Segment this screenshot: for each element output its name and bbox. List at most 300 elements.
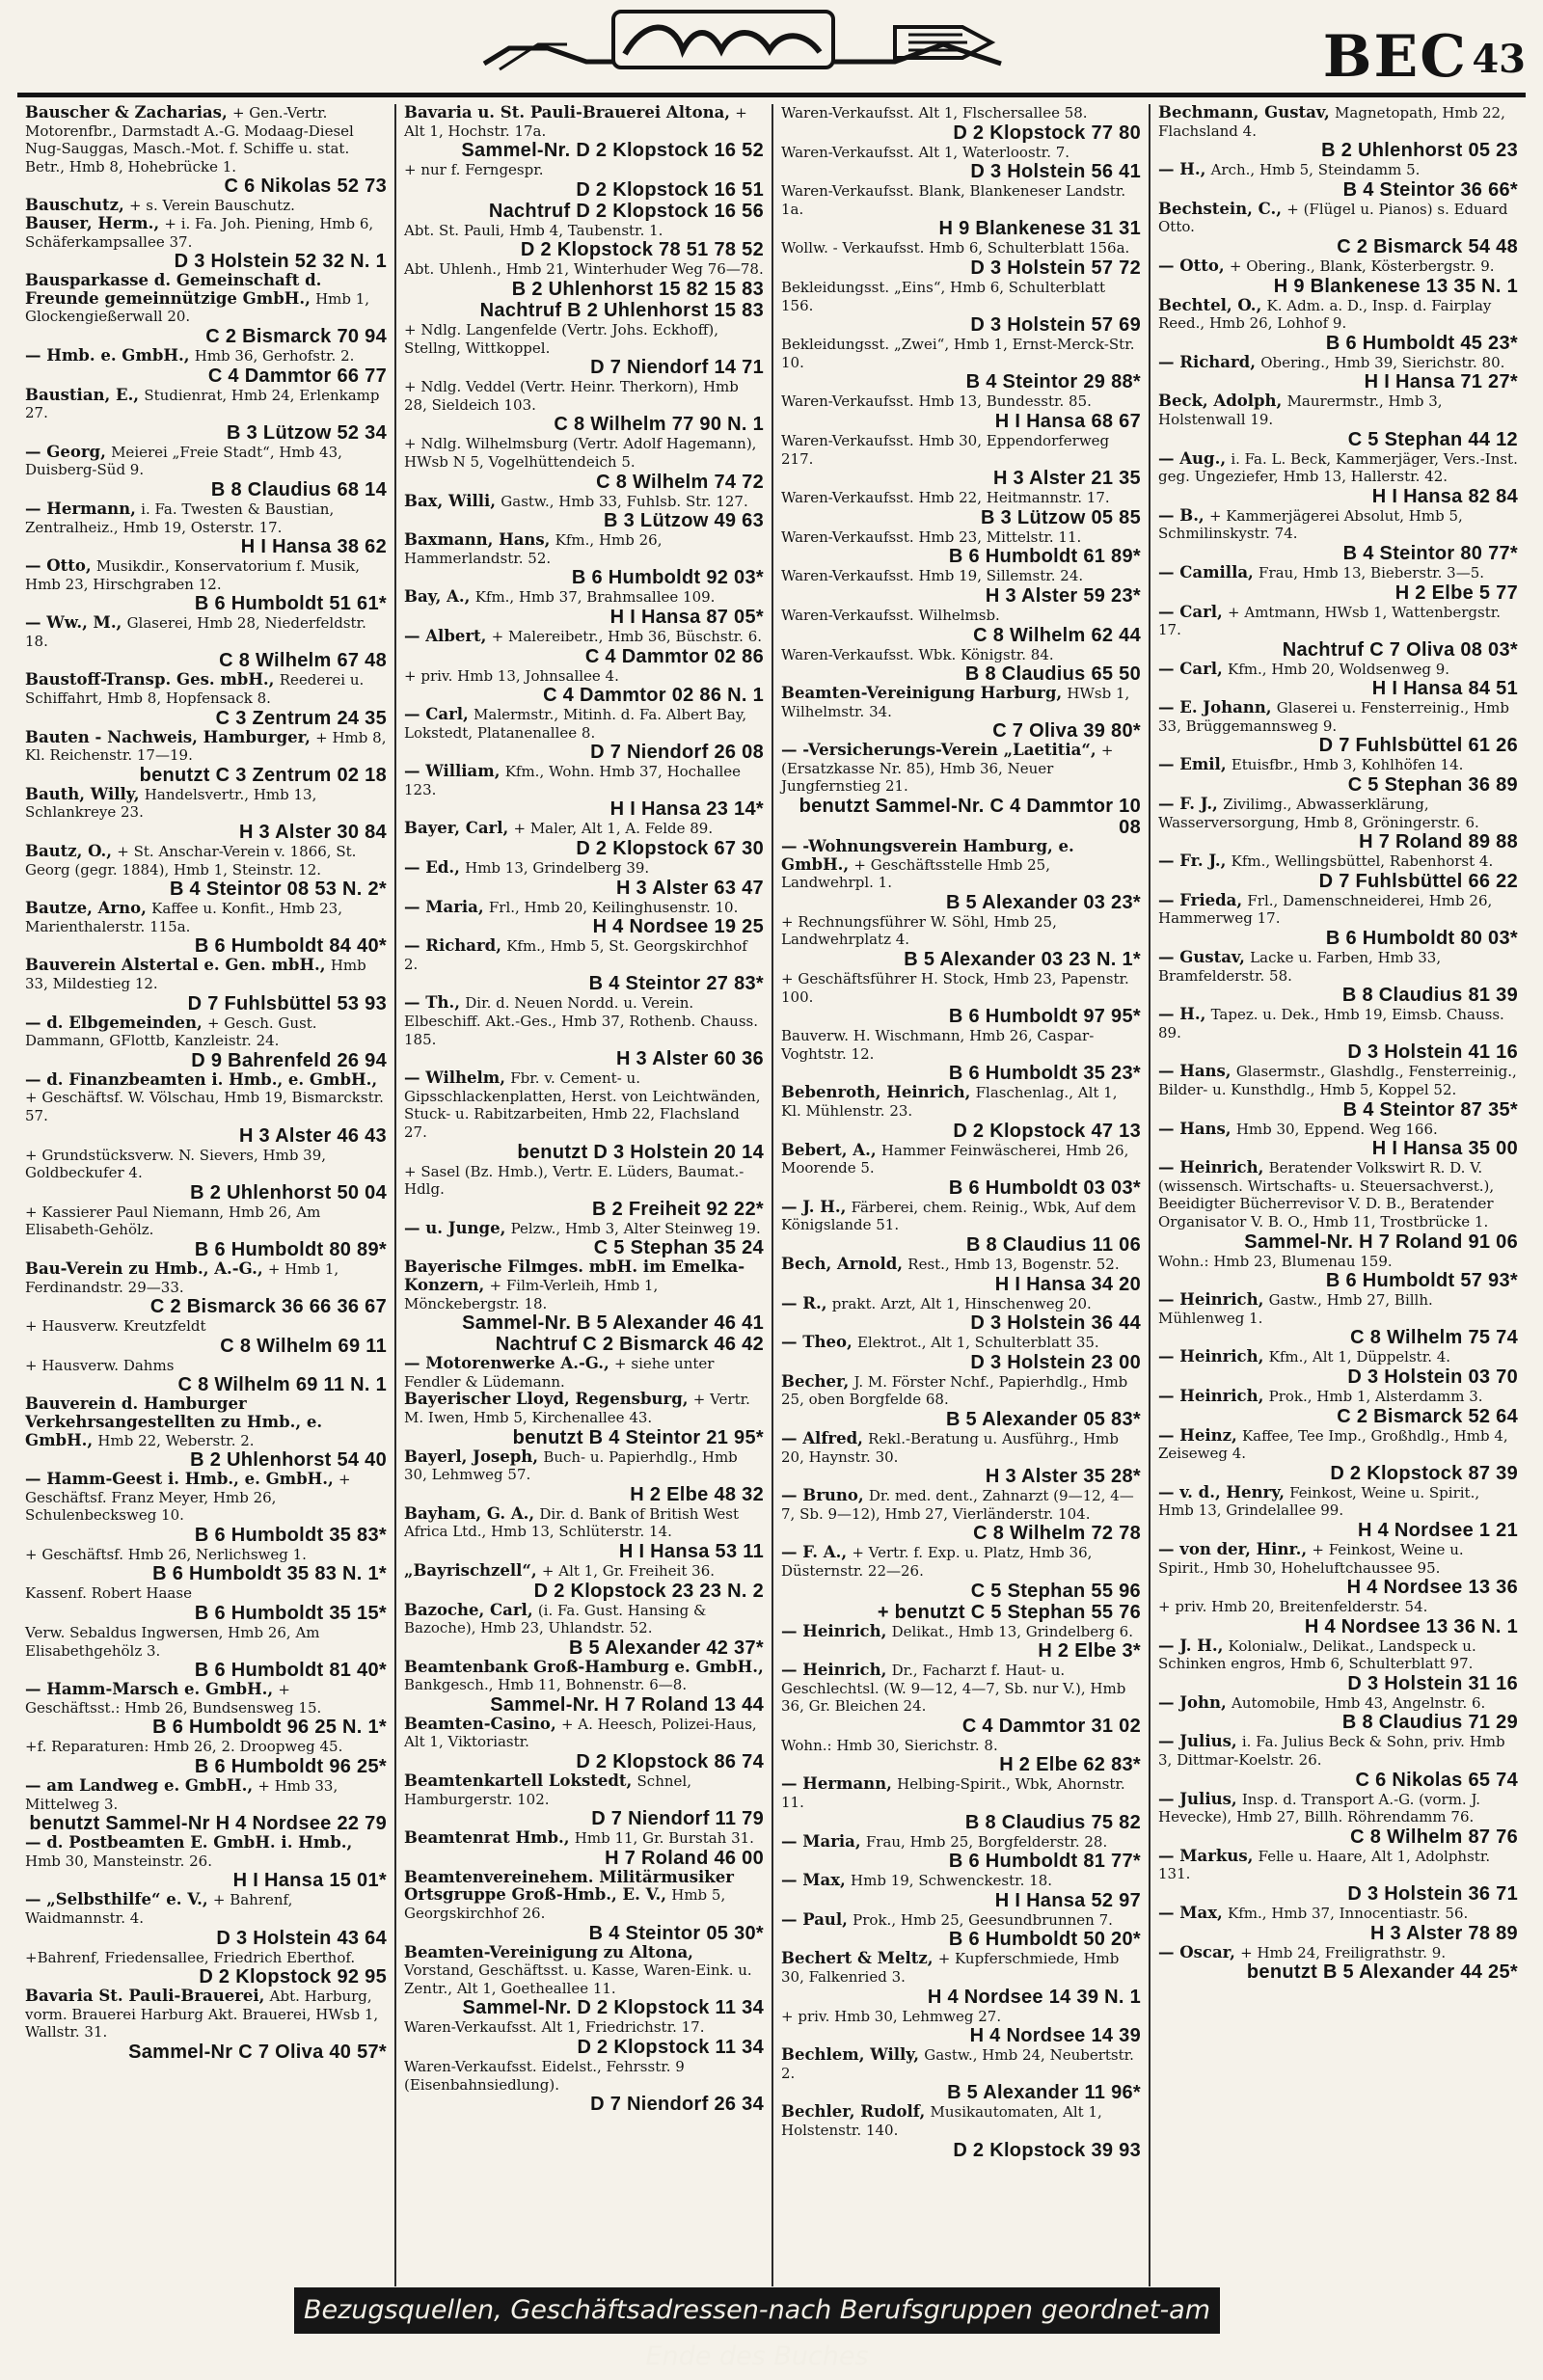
directory-entry bbox=[404, 859, 764, 899]
entry-details: + Maler, Alt 1, A. Felde 89. bbox=[513, 820, 714, 838]
directory-entry bbox=[781, 1950, 1141, 2007]
phone-number: benutzt C 3 Zentrum 02 18 bbox=[139, 764, 387, 786]
phone-number: C 8 Wilhelm 62 44 bbox=[973, 624, 1141, 646]
directory-entry bbox=[404, 763, 764, 820]
entry-details: +f. Reparaturen: Hmb 26, 2. Droopweg 45. bbox=[25, 1738, 343, 1756]
phone-number: B 5 Alexander 03 23 N. 1* bbox=[904, 949, 1141, 971]
entry-details: prakt. Arzt, Alt 1, Hinschenweg 20. bbox=[831, 1294, 1092, 1312]
header-rule bbox=[17, 93, 1526, 97]
phone-number: H 3 Alster 30 84 bbox=[238, 822, 387, 844]
directory-entry bbox=[781, 913, 1141, 970]
entry-name: Bechmann, Gustav, bbox=[1158, 104, 1330, 122]
phone-number: H 3 Alster 21 35 bbox=[992, 468, 1141, 490]
directory-entry bbox=[781, 2008, 1141, 2047]
directory-entry bbox=[404, 994, 764, 1069]
phone-number: H 2 Elbe 48 32 bbox=[630, 1483, 764, 1505]
directory-entry bbox=[781, 104, 1141, 144]
entry-name: — Heinrich, bbox=[781, 1661, 887, 1680]
entry-name: Bauschutz, bbox=[25, 196, 124, 215]
phone-number: Nachtruf B 2 Uhlenhorst 15 83 bbox=[479, 299, 764, 321]
entry-details: Waren-Verkaufsst. Hmb 30, Eppendorferweg 217. bbox=[781, 431, 1110, 468]
phone-number: B 6 Humboldt 92 03* bbox=[571, 567, 764, 589]
entry-details: Hmb 33, Mildestieg 12. bbox=[25, 957, 366, 992]
entry-details: Bauverw. H. Wischmann, Hmb 26, Caspar-Voghtstr. 12. bbox=[781, 1027, 1095, 1063]
entry-details: Studienrat, Hmb 24, Erlenkamp 27. bbox=[25, 386, 380, 422]
directory-entry bbox=[25, 1395, 387, 1471]
phone-number: H I Hansa 71 27* bbox=[1364, 371, 1518, 393]
phone-number: C 5 Stephan 55 96 bbox=[970, 1580, 1141, 1602]
entry-details: Prok., Hmb 25, Geesundbrunnen 7. bbox=[853, 1910, 1113, 1929]
entry-name: — am Landweg e. GmbH., bbox=[25, 1776, 254, 1796]
entry-details: + Hausverw. Kreutzfeldt bbox=[25, 1317, 206, 1336]
phone-number: H 3 Alster 46 43 bbox=[238, 1124, 387, 1147]
phone-number: C 5 Stephan 44 12 bbox=[1347, 428, 1518, 450]
directory-entry bbox=[1158, 661, 1518, 700]
entry-details: + Rechnungsführer W. Söhl, Hmb 25, Landwehrplatz 4. bbox=[781, 912, 1057, 949]
directory-entry bbox=[1158, 1848, 1518, 1905]
entry-details: Elektrot., Alt 1, Schulterblatt 35. bbox=[857, 1334, 1099, 1352]
phone-number: H 9 Blankenese 13 35 N. 1 bbox=[1273, 275, 1518, 297]
entry-name: — d. Elbgemeinden, bbox=[25, 1013, 203, 1032]
entry-details: Hmb 30, Eppend. Weg 166. bbox=[1235, 1120, 1438, 1138]
entry-details: + Film-Verleih, Hmb 1, Mönckebergstr. 18. bbox=[404, 1276, 659, 1312]
entry-name: Bau-Verein zu Hmb., A.-G., bbox=[25, 1258, 263, 1278]
entry-details: + Geschäftsf. Franz Meyer, Hmb 26, Schulenbecksweg 10. bbox=[25, 1471, 351, 1525]
directory-entry bbox=[404, 2058, 764, 2115]
directory-entry bbox=[404, 706, 764, 763]
entry-details: Bekleidungsst. „Eins“, Hmb 6, Schulterblatt 156. bbox=[781, 278, 1106, 314]
phone-number: H 4 Nordsee 19 25 bbox=[592, 916, 764, 938]
entry-name: — Ww., M., bbox=[25, 613, 122, 633]
phone-number: B 6 Humboldt 96 25 N. 1* bbox=[152, 1717, 387, 1739]
entry-details: Färberei, chem. Reinig., Wbk, Auf dem Königslande 51. bbox=[781, 1198, 1137, 1234]
entry-details: + Sasel (Bz. Hmb.), Vertr. E. Lüders, Baumat.-Hdlg. bbox=[404, 1162, 744, 1199]
directory-entry bbox=[1158, 1733, 1518, 1790]
phone-number: D 3 Holstein 36 71 bbox=[1347, 1883, 1518, 1906]
phone-number: H 4 Nordsee 14 39 bbox=[969, 2025, 1141, 2047]
entry-name: — Heinrich, bbox=[1158, 1347, 1264, 1366]
directory-entry bbox=[404, 1505, 764, 1562]
entry-details: Waren-Verkaufsst. Hmb 19, Sillemstr. 24. bbox=[781, 567, 1084, 585]
phone-number: D 2 Klopstock 77 80 bbox=[953, 122, 1141, 144]
entry-details: Gastw., Hmb 27, Billh. Mühlenweg 1. bbox=[1158, 1291, 1433, 1327]
entry-details: Waren-Verkaufsst. Hmb 13, Bundesstr. 85. bbox=[781, 392, 1092, 411]
entry-name: — E. Johann, bbox=[1158, 698, 1272, 717]
directory-entry bbox=[1158, 392, 1518, 449]
entry-details: Waren-Verkaufsst. Alt 1, Waterloostr. 7. bbox=[781, 143, 1070, 161]
directory-entry bbox=[25, 557, 387, 614]
entry-name: Bebert, A., bbox=[781, 1140, 877, 1159]
entry-name: — Motorenwerke A.-G., bbox=[404, 1354, 609, 1373]
entry-name: — Emil, bbox=[1158, 755, 1227, 774]
entry-details: Vorstand, Geschäftsst. u. Kasse, Waren-Eink. u. Zentr., Alt 1, Goetheallee 11. bbox=[404, 1961, 752, 1997]
directory-entry bbox=[25, 347, 387, 387]
phone-number: B 5 Alexander 42 37* bbox=[568, 1636, 764, 1659]
entry-details: + Kassierer Paul Niemann, Hmb 26, Am Elisabeth-Gehölz. bbox=[25, 1203, 321, 1239]
entry-details: Helbing-Spirit., Wbk, Ahornstr. 11. bbox=[781, 1775, 1125, 1812]
entry-name: — Hans, bbox=[1158, 1062, 1232, 1081]
entry-details: Bekleidungsst. „Zwei“, Hmb 1, Ernst-Merck-Str. 10. bbox=[781, 336, 1135, 371]
entry-name: Bay, A., bbox=[404, 587, 471, 607]
phone-number: D 7 Fuhlsbüttel 53 93 bbox=[187, 992, 387, 1014]
entry-details: + priv. Hmb 20, Breitenfelderstr. 54. bbox=[1158, 1598, 1428, 1616]
directory-entry bbox=[404, 1602, 764, 1659]
entry-details: + Obering., Blank, Kösterbergstr. 9. bbox=[1229, 257, 1495, 275]
phone-number: + benutzt C 5 Stephan 55 76 bbox=[877, 1601, 1141, 1623]
phone-number: B 8 Claudius 71 29 bbox=[1341, 1712, 1518, 1734]
directory-entry bbox=[781, 1256, 1141, 1295]
entry-details: Kassenf. Robert Haase bbox=[25, 1584, 192, 1603]
entry-details: Automobile, Hmb 43, Angelnstr. 6. bbox=[1232, 1693, 1486, 1712]
entry-name: — J. H., bbox=[781, 1197, 847, 1216]
column-3 bbox=[772, 104, 1149, 2286]
entry-details: Buch- u. Papierhdlg., Hmb 30, Lehmweg 57. bbox=[404, 1447, 738, 1484]
entry-name: — Richard, bbox=[1158, 352, 1256, 371]
entry-name: — Maria, bbox=[781, 1831, 861, 1851]
entry-name: — -Wohnungsverein Hamburg, e. GmbH., bbox=[781, 837, 1074, 874]
directory-entry bbox=[25, 104, 387, 197]
phone-number: benutzt B 4 Steintor 21 95* bbox=[512, 1426, 764, 1448]
phone-number: C 8 Wilhelm 74 72 bbox=[596, 471, 764, 493]
entry-details: + Geschäftsf. Hmb 26, Nerlichsweg 1. bbox=[25, 1545, 307, 1563]
entry-details: Glaserei, Hmb 28, Niederfeldstr. 18. bbox=[25, 614, 366, 650]
entry-name: — Georg, bbox=[25, 442, 106, 461]
directory-entry bbox=[781, 1334, 1141, 1373]
entry-details: + Feinkost, Weine u. Spirit., Hmb 30, Hoheluftchaussee 95. bbox=[1158, 1540, 1464, 1577]
phone-number: H I Hansa 68 67 bbox=[994, 410, 1141, 432]
directory-entry bbox=[781, 1623, 1141, 1663]
directory-entry bbox=[781, 1662, 1141, 1737]
entry-name: Bazoche, Carl, bbox=[404, 1600, 533, 1619]
directory-entry bbox=[404, 1659, 764, 1716]
entry-details: Dr. med. dent., Zahnarzt (9—12, 4—7, Sb. 9—12), Hmb 27, Vierländerstr. 104. bbox=[781, 1487, 1134, 1523]
entry-details: Rekl.-Beratung u. Ausführg., Hmb 20, Haynstr. 30. bbox=[781, 1429, 1120, 1466]
entry-name: Bax, Willi, bbox=[404, 491, 497, 510]
entry-name: Bauverein d. Hamburger Verkehrsangestellten zu Hmb., e. GmbH., bbox=[25, 1394, 323, 1449]
phone-number: C 8 Wilhelm 67 48 bbox=[219, 650, 387, 672]
entry-details: Obering., Hmb 39, Sierichstr. 80. bbox=[1260, 353, 1505, 371]
entry-name: — Heinrich, bbox=[1158, 1158, 1264, 1177]
entry-details: Gastw., Hmb 24, Neubertstr. 2. bbox=[781, 2046, 1134, 2082]
directory-entry bbox=[1158, 161, 1518, 201]
phone-number: D 2 Klopstock 11 34 bbox=[577, 2037, 764, 2058]
entry-name: Baxmann, Hans, bbox=[404, 530, 551, 550]
entry-details: Musikautomaten, Alt 1, Holstenstr. 140. bbox=[781, 2103, 1102, 2139]
directory-entry bbox=[781, 1544, 1141, 1622]
phone-number: B 6 Humboldt 35 15* bbox=[194, 1603, 387, 1625]
directory-entry bbox=[25, 1471, 387, 1546]
phone-number: B 3 Lützow 52 34 bbox=[227, 421, 387, 444]
entry-name: Bauverein Alstertal e. Gen. mbH., bbox=[25, 956, 326, 975]
entry-name: Bauser, Herm., bbox=[25, 213, 160, 232]
phone-number: B 8 Claudius 11 06 bbox=[965, 1233, 1141, 1256]
directory-entry bbox=[25, 957, 387, 1014]
directory-entry bbox=[781, 646, 1141, 686]
phone-number: Sammel-Nr. H 7 Roland 13 44 bbox=[490, 1693, 764, 1716]
phone-number: benutzt Sammel-Nr. C 4 Dammtor 10 08 bbox=[799, 796, 1141, 839]
phone-number: B 6 Humboldt 81 40* bbox=[194, 1660, 387, 1682]
entry-details: Glasermstr., Glashdlg., Fensterreinig., Bilder- u. Kunsthdlg., Hmb 5, Koppel 52. bbox=[1158, 1063, 1517, 1098]
entry-name: Bausparkasse d. Gemeinschaft d. Freunde gemeinnützige GmbH., bbox=[25, 271, 322, 308]
footer-banner: Bezugsquellen, Geschäftsadressen-nach Berufsgruppen geordnet-am Ende des Buches bbox=[294, 2287, 1220, 2334]
directory-entry bbox=[1158, 1388, 1518, 1427]
directory-entry bbox=[1158, 1253, 1518, 1292]
entry-details: Feinkost, Weine u. Spirit., Hmb 13, Grindelallee 99. bbox=[1158, 1483, 1480, 1520]
entry-name: — F. J., bbox=[1158, 795, 1218, 814]
phone-number: C 8 Wilhelm 69 11 bbox=[220, 1335, 387, 1357]
page-number: 43 bbox=[1472, 37, 1526, 82]
entry-details: Hmb 36, Gerhofstr. 2. bbox=[194, 346, 355, 365]
entry-details: + siehe unter Fendler & Lüdemann. bbox=[404, 1355, 715, 1391]
entry-name: — Heinrich, bbox=[781, 1621, 887, 1640]
directory-entry bbox=[1158, 604, 1518, 661]
entry-details: + Bahrenf, Waidmannstr. 4. bbox=[25, 1891, 293, 1927]
directory-entry bbox=[404, 588, 764, 628]
phone-number: H I Hansa 35 00 bbox=[1371, 1138, 1518, 1160]
entry-details: Felle u. Haare, Alt 1, Adolphstr. 131. bbox=[1158, 1847, 1491, 1883]
phone-number: C 2 Bismarck 36 66 36 67 bbox=[149, 1296, 387, 1318]
directory-entry bbox=[25, 1147, 387, 1204]
entry-name: Bauten - Nachweis, Hamburger, bbox=[25, 727, 311, 746]
phone-number: benutzt D 3 Holstein 20 14 bbox=[517, 1141, 764, 1163]
entry-details: + priv. Hmb 30, Lehmweg 27. bbox=[781, 2007, 1002, 2025]
phone-number: H 2 Elbe 3* bbox=[1038, 1640, 1141, 1663]
phone-number: H I Hansa 23 14* bbox=[609, 798, 764, 821]
entry-name: Bayham, G. A., bbox=[404, 1503, 535, 1523]
directory-entry bbox=[781, 1199, 1141, 1256]
entry-details: + Geschäftsstelle Hmb 25, Landwehrpl. 1. bbox=[781, 855, 1050, 892]
entry-details: + Ndlg. Wilhelmsburg (Vertr. Adolf Hagemann), HWsb N 5, Vogelhüttendeich 5. bbox=[404, 435, 757, 471]
directory-entry bbox=[781, 1833, 1141, 1873]
entry-details: Abt. Harburg, vorm. Brauerei Harburg Akt. Brauerei, HWsb 1, Wallstr. 31. bbox=[25, 1988, 379, 2042]
entry-name: — H., bbox=[1158, 160, 1206, 179]
entry-details: Maurermstr., Hmb 3, Holstenwall 19. bbox=[1158, 392, 1443, 428]
phone-number: B 4 Steintor 87 35* bbox=[1342, 1098, 1518, 1121]
entry-name: — Th., bbox=[404, 993, 461, 1013]
directory-entry bbox=[781, 1737, 1141, 1776]
entry-name: Beck, Adolph, bbox=[1158, 392, 1283, 411]
phone-number: B 4 Steintor 08 53 N. 2* bbox=[169, 879, 387, 901]
entry-name: — Carl, bbox=[404, 705, 469, 724]
phone-number: B 6 Humboldt 50 20* bbox=[948, 1929, 1141, 1951]
directory-entry bbox=[25, 1834, 387, 1891]
phone-number: C 8 Wilhelm 69 11 N. 1 bbox=[177, 1374, 387, 1396]
entry-name: — Otto, bbox=[25, 556, 92, 576]
entry-name: Bechstein, C., bbox=[1158, 199, 1282, 218]
directory-entry bbox=[1158, 1348, 1518, 1388]
entry-details: Arch., Hmb 5, Steindamm 5. bbox=[1210, 161, 1421, 179]
phone-number: C 6 Nikolas 52 73 bbox=[224, 176, 387, 198]
entry-name: — Fr. J., bbox=[1158, 852, 1227, 871]
directory-entry bbox=[1158, 450, 1518, 507]
entry-name: — Hermann, bbox=[781, 1774, 892, 1794]
directory-entry bbox=[404, 1869, 764, 1944]
phone-number: B 6 Humboldt 80 03* bbox=[1325, 928, 1518, 950]
directory-entry bbox=[781, 1872, 1141, 1911]
directory-entry bbox=[1158, 1427, 1518, 1484]
entry-details: Insp. d. Transport A.-G. (vorm. J. Hevecke), Hmb 27, Billh. Röhrendamm 76. bbox=[1158, 1790, 1481, 1826]
phone-number: B 4 Steintor 29 88* bbox=[965, 371, 1141, 393]
entry-details: Kfm., Wohn. Hmb 37, Hochallee 123. bbox=[404, 763, 742, 798]
entry-details: Waren-Verkaufsst. Eidelst., Fehrsstr. 9 (Eisenbahnsiedlung). bbox=[404, 2058, 685, 2094]
phone-number: D 3 Holstein 41 16 bbox=[1347, 1041, 1518, 1064]
phone-number: H 7 Roland 46 00 bbox=[605, 1847, 764, 1869]
entry-name: — Gustav, bbox=[1158, 948, 1245, 967]
entry-details: Abt. St. Pauli, Hmb 4, Taubenstr. 1. bbox=[404, 221, 663, 239]
entry-details: + Geschäftsf. W. Völschau, Hmb 19, Bismarckstr. 57. bbox=[25, 1089, 384, 1124]
phone-number: H 4 Nordsee 13 36 N. 1 bbox=[1304, 1615, 1518, 1637]
entry-name: — Albert, bbox=[404, 626, 487, 645]
entry-details: Dir. d. Neuen Nordd. u. Verein. Elbeschiff. Akt.-Ges., Hmb 37, Rothenb. Chauss. 185. bbox=[404, 994, 758, 1048]
entry-details: Delikat., Hmb 13, Grindelberg 6. bbox=[891, 1622, 1133, 1640]
entry-name: — Wilhelm, bbox=[404, 1068, 505, 1088]
entry-details: Lacke u. Farben, Hmb 33, Bramfelderstr. 58. bbox=[1158, 949, 1442, 985]
entry-details: Hammer Feinwäscherei, Hmb 26, Moorende 5. bbox=[781, 1141, 1129, 1177]
phone-number: H 3 Alster 63 47 bbox=[615, 877, 764, 899]
directory-entry bbox=[1158, 1905, 1518, 1944]
entry-details: Frl., Hmb 20, Keilinghusenstr. 10. bbox=[488, 898, 739, 916]
entry-details: + priv. Hmb 13, Johnsallee 4. bbox=[404, 666, 619, 685]
entry-details: + Ndlg. Langenfelde (Vertr. Johs. Eckhoff), Stellng, Wittkoppel. bbox=[404, 320, 718, 357]
directory-entry bbox=[1158, 852, 1518, 892]
entry-name: Beamtenvereinehem. Militärmusiker Ortsgruppe Groß-Hmb., E. V., bbox=[404, 1867, 734, 1905]
phone-number: B 6 Humboldt 45 23* bbox=[1325, 332, 1518, 354]
directory-entry bbox=[1158, 1944, 1518, 1984]
phone-number: H I Hansa 52 97 bbox=[994, 1889, 1141, 1911]
entry-details: Flaschenlag., Alt 1, Kl. Mühlenstr. 23. bbox=[781, 1084, 1118, 1120]
directory-entry bbox=[404, 1716, 764, 1772]
entry-details: + Geschäftsst.: Hmb 26, Bundsensweg 15. bbox=[25, 1681, 322, 1717]
entry-name: Bauth, Willy, bbox=[25, 784, 140, 803]
phone-number: B 4 Steintor 36 66* bbox=[1342, 178, 1518, 201]
entry-details: + i. Fa. Joh. Piening, Hmb 6, Schäferkampsallee 37. bbox=[25, 214, 374, 251]
directory-entry bbox=[1158, 1637, 1518, 1694]
directory-entry bbox=[781, 279, 1141, 336]
entry-name: — Otto, bbox=[1158, 256, 1225, 275]
directory-entry bbox=[1158, 1006, 1518, 1063]
phone-number: D 2 Klopstock 92 95 bbox=[199, 1966, 387, 1988]
directory-entry bbox=[1158, 1063, 1518, 1120]
phone-number: D 7 Niendorf 11 79 bbox=[591, 1808, 764, 1830]
entry-details: Waren-Verkaufsst. Wbk. Königstr. 84. bbox=[781, 645, 1054, 663]
entry-details: Waren-Verkaufsst. Alt 1, Friedrichstr. 17. bbox=[404, 2018, 705, 2037]
entry-details: Kolonialw., Delikat., Landspeck u. Schinken engros, Hmb 6, Schulterblatt 97. bbox=[1158, 1636, 1476, 1673]
entry-details: Waren-Verkaufsst. Alt 1, Flschersallee 58. bbox=[781, 104, 1088, 122]
phone-number: H 3 Alster 78 89 bbox=[1369, 1922, 1518, 1944]
directory-entry bbox=[25, 1584, 387, 1624]
entry-name: Beamten-Vereinigung zu Altona, bbox=[404, 1942, 693, 1961]
directory-entry bbox=[25, 215, 387, 272]
phone-number: H 4 Nordsee 14 39 N. 1 bbox=[927, 1986, 1141, 2008]
entry-details: Waren-Verkaufsst. Hmb 23, Mittelstr. 11. bbox=[781, 527, 1082, 546]
directory-entry bbox=[25, 444, 387, 500]
phone-number: D 3 Holstein 57 72 bbox=[970, 257, 1141, 279]
entry-details: + St. Anschar-Verein v. 1866, St. Georg (gegr. 1884), Hmb 1, Steinstr. 12. bbox=[25, 843, 357, 879]
directory-entry bbox=[25, 1681, 387, 1738]
phone-number: B 2 Uhlenhorst 50 04 bbox=[190, 1181, 387, 1204]
phone-number: C 4 Dammtor 66 77 bbox=[207, 365, 387, 387]
phone-number: B 8 Claudius 75 82 bbox=[964, 1811, 1141, 1833]
phone-number: D 7 Niendorf 26 08 bbox=[590, 742, 764, 764]
phone-number: B 8 Claudius 81 39 bbox=[1341, 985, 1518, 1007]
directory-entry bbox=[404, 260, 764, 321]
directory-entry bbox=[781, 1430, 1141, 1487]
phone-number: Sammel-Nr. D 2 Klopstock 16 52 bbox=[461, 140, 764, 162]
directory-entry bbox=[25, 1014, 387, 1071]
phone-number: B 2 Uhlenhorst 15 82 15 83 bbox=[511, 278, 764, 300]
entry-name: Bavaria u. St. Pauli-Brauerei Altona, bbox=[404, 104, 731, 122]
entry-name: — Richard, bbox=[404, 936, 501, 956]
entry-details: + Gesch. Gust. Dammann, GFlottb, Kanzleistr. 24. bbox=[25, 1014, 317, 1050]
entry-name: — Camilla, bbox=[1158, 562, 1254, 581]
entry-details: + nur f. Ferngespr. bbox=[404, 161, 544, 179]
directory-entry bbox=[404, 1069, 764, 1162]
entry-details: Kaffee, Tee Imp., Großhdlg., Hmb 4, Zeiseweg 4. bbox=[1158, 1426, 1508, 1463]
entry-details: + Malereibetr., Hmb 36, Büschstr. 6. bbox=[491, 627, 762, 645]
directory-entry bbox=[1158, 1159, 1518, 1252]
entry-name: — Hermann, bbox=[25, 499, 136, 518]
directory-entry bbox=[25, 1988, 387, 2063]
entry-details: + Hmb 24, Freiligrathstr. 9. bbox=[1240, 1943, 1447, 1961]
entry-details: Kfm., Hmb 20, Woldsenweg 9. bbox=[1228, 660, 1450, 678]
phone-number: D 7 Fuhlsbüttel 61 26 bbox=[1318, 735, 1518, 757]
entry-name: Beamtenbank Groß-Hamburg e. GmbH., bbox=[404, 1657, 764, 1676]
phone-number: H 3 Alster 60 36 bbox=[615, 1048, 764, 1070]
entry-name: — John, bbox=[1158, 1692, 1227, 1712]
entry-name: — Hamm-Geest i. Hmb., e. GmbH., bbox=[25, 1470, 334, 1489]
entry-name: — Aug., bbox=[1158, 448, 1227, 468]
directory-entry bbox=[25, 1624, 387, 1681]
entry-details: +Bahrenf, Friedensallee, Friedrich Eberthof. bbox=[25, 1948, 356, 1966]
entry-details: + Grundstücksverw. N. Sievers, Hmb 39, Goldbeckufer 4. bbox=[25, 1146, 327, 1182]
phone-number: C 2 Bismarck 70 94 bbox=[205, 325, 387, 347]
entry-name: — Oscar, bbox=[1158, 1942, 1235, 1961]
directory-entry bbox=[25, 1357, 387, 1396]
phone-number: B 6 Humboldt 61 89* bbox=[948, 546, 1141, 568]
entry-details: Dir. d. Bank of British West Africa Ltd., Hmb 13, Schlüterstr. 14. bbox=[404, 1504, 740, 1541]
directory-entry bbox=[1158, 1484, 1518, 1541]
phone-number: B 8 Claudius 65 50 bbox=[964, 663, 1141, 686]
entry-details: Wollw. - Verkaufsst. Hmb 6, Schulterblatt 156a. bbox=[781, 239, 1130, 257]
phone-number: D 7 Niendorf 14 71 bbox=[590, 357, 764, 379]
directory-entry bbox=[404, 1220, 764, 1259]
column-2 bbox=[394, 104, 772, 2286]
phone-number: B 6 Humboldt 96 25* bbox=[194, 1756, 387, 1778]
phone-number: Nachtruf C 2 Bismarck 46 42 bbox=[495, 1334, 764, 1356]
phone-number: B 6 Humboldt 03 03* bbox=[948, 1176, 1141, 1199]
directory-entry bbox=[25, 1204, 387, 1260]
entry-name: — Bruno, bbox=[781, 1486, 864, 1505]
entry-name: Bech, Arnold, bbox=[781, 1254, 904, 1273]
entry-details: Etuisfbr., Hmb 3, Kohlhöfen 14. bbox=[1231, 756, 1464, 774]
phone-number: B 6 Humboldt 81 77* bbox=[948, 1851, 1141, 1873]
phone-number: D 3 Holstein 57 69 bbox=[970, 314, 1141, 337]
entry-name: Bechler, Rudolf, bbox=[781, 2102, 926, 2122]
directory-entry bbox=[404, 1391, 764, 1447]
directory-entry bbox=[781, 1142, 1141, 1199]
directory-entry bbox=[404, 435, 764, 492]
entry-name: Bavaria St. Pauli-Brauerei, bbox=[25, 1987, 265, 2006]
directory-entry bbox=[781, 2103, 1141, 2160]
directory-entry bbox=[781, 489, 1141, 528]
entry-name: Baustian, E., bbox=[25, 385, 140, 404]
phone-number: D 2 Klopstock 39 93 bbox=[953, 2139, 1141, 2161]
phone-number: Sammel-Nr C 7 Oliva 40 57* bbox=[128, 2041, 387, 2063]
phone-number: B 3 Lützow 49 63 bbox=[604, 510, 764, 532]
entry-details: + Hausverw. Dahms bbox=[25, 1356, 175, 1374]
phone-number: Nachtruf C 7 Oliva 08 03* bbox=[1282, 638, 1518, 661]
phone-number: C 5 Stephan 36 89 bbox=[1347, 774, 1518, 797]
